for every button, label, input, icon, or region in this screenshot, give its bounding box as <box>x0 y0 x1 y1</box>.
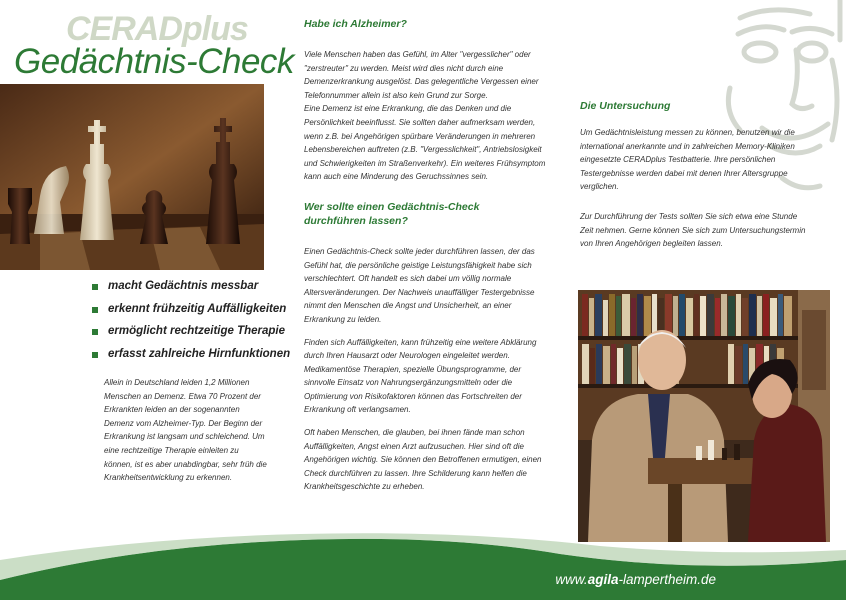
paragraph: Viele Menschen haben das Gefühl, im Alter "vergesslicher" oder "zerstreuter" zu werden. Meist wird dies nicht durch eine Demenzerkrankung ausgelöst. Das gelegentliche Vergessen einer Telefonnummer allein ist also kein Grund zur Sorge. <box>304 50 539 100</box>
paragraph: Oft haben Menschen, die glauben, bei ihnen fände man schon Auffälligkeiten, Angst einen Arzt aufzusuchen. Hier sind oft die Angehörigen wichtig. Sie können den Betroffenen ermutigen, einen Check durchführen zu lassen. Ihre Schilderung kann helfen die Krankheitsgeschichte zu erheben. <box>304 428 542 492</box>
heading-die-untersuchung: Die Untersuchung <box>580 100 671 112</box>
paragraph: Einen Gedächtnis-Check sollte jeder durchführen lassen, der das Gefühl hat, die persönliche geistige Leistungsfähigkeit habe sich verschlechtert. Oft handelt es sich dabei um völlig normale Altersveränderungen. Der Nachweis unauffälliger Testergebnisse nimmt den Menschen die Angst und Unsicherheit, an einer Erkrankung zu leiden. <box>304 246 535 324</box>
paragraph: Eine Demenz ist eine Erkrankung, die das Denken und die Persönlichkeit beeinflusst. Sie sollten daher aufmerksam werden, wenn z.B. bei Angehörigen spürbare Veränderungen in mehreren Lebensbereichen auftreten (z.B. "Vergesslichkeit", Antriebslosigkeit und Schwierigkeiten im Straßenverkehr). Ein weiteres Frühsymptom kann auch eine Minderung des Geruchssinnes sein. <box>304 104 546 182</box>
bullet-text: erfasst zahlreiche Hirnfunktionen <box>108 347 291 360</box>
bullet-square-icon <box>92 352 98 358</box>
heading-wer-sollte <box>304 200 548 228</box>
heading-line: durchführen lassen? <box>304 214 408 227</box>
paragraph: Finden sich Auffälligkeiten, kann frühzeitig eine weitere Abklärung durch Ihren Hausarzt oder Neurologen eingeleitet werden. Medikamentöse Therapien, spezielle Übungsprogramme, der sinnvolle Einsatz von Nahrungsergänzungsmitteln oder die Optimierung von Risikofaktoren können das Fortschreiten der Erkrankung oft verlangsamen. <box>304 337 537 415</box>
bullet-text: erkennt frühzeitig Auffälligkeiten <box>108 302 287 315</box>
logo-ceradplus: CERADplus <box>66 10 248 48</box>
bullet-item <box>90 325 290 348</box>
bullet-text: macht Gedächtnis messbar <box>108 280 259 292</box>
paragraph: Um Gedächtnisleistung messen zu können, benutzen wir die international anerkannte und in zahlreichen Memory-Kliniken eingesetzte CERADplus Testbatterie. Ihre persönlichen Testergebnisse werden dabei mit denen Ihrer Altersgruppe verglichen. <box>580 128 795 192</box>
bullet-square-icon <box>92 284 98 290</box>
url-prefix: www. <box>555 572 588 587</box>
bullet-item <box>90 348 290 371</box>
logo-gedaechtnis-check: Gedächtnis-Check <box>14 42 294 81</box>
bullet-text: ermöglicht rechtzeitige Therapie <box>108 325 286 337</box>
middle-column <box>304 17 548 503</box>
bullet-item <box>90 280 290 303</box>
seniors-playing-chess-photo <box>578 290 830 542</box>
url-suffix: -lampertheim.de <box>618 572 716 587</box>
url-brand: agila <box>587 572 619 587</box>
feature-bullet-list <box>90 280 290 370</box>
chess-pieces-photo <box>0 84 264 270</box>
paragraph: Zur Durchführung der Tests sollten Sie sich etwa eine Stunde Zeit nehmen. Gerne können Sie sich zum Untersuchungstermin von Ihren Angehörigen begleiten lassen. <box>580 211 806 249</box>
footer-wave-band <box>0 520 846 600</box>
bullet-square-icon <box>92 329 98 335</box>
right-column <box>580 99 810 260</box>
bullet-item <box>90 303 290 326</box>
heading-habe-ich-alzheimer: Habe ich Alzheimer? <box>304 18 407 30</box>
heading-line: Wer sollte einen Gedächtnis-Check <box>304 200 480 213</box>
bullet-square-icon <box>92 307 98 313</box>
intro-paragraph: Allein in Deutschland leiden 1,2 Millionen Menschen an Demenz. Etwa 70 Prozent der Erkrankten leiden an der sogenannten Demenz vom Alzheimer-Typ. Der Beginn der Erkrankung ist langsam und schleichend. Um eine rechtzeitige Therapie einleiten zu können, ist es aber unabdingbar, sehr früh die Krankheitsentwicklung zu erkennen. <box>104 378 267 483</box>
footer-website-link[interactable] <box>555 572 716 587</box>
